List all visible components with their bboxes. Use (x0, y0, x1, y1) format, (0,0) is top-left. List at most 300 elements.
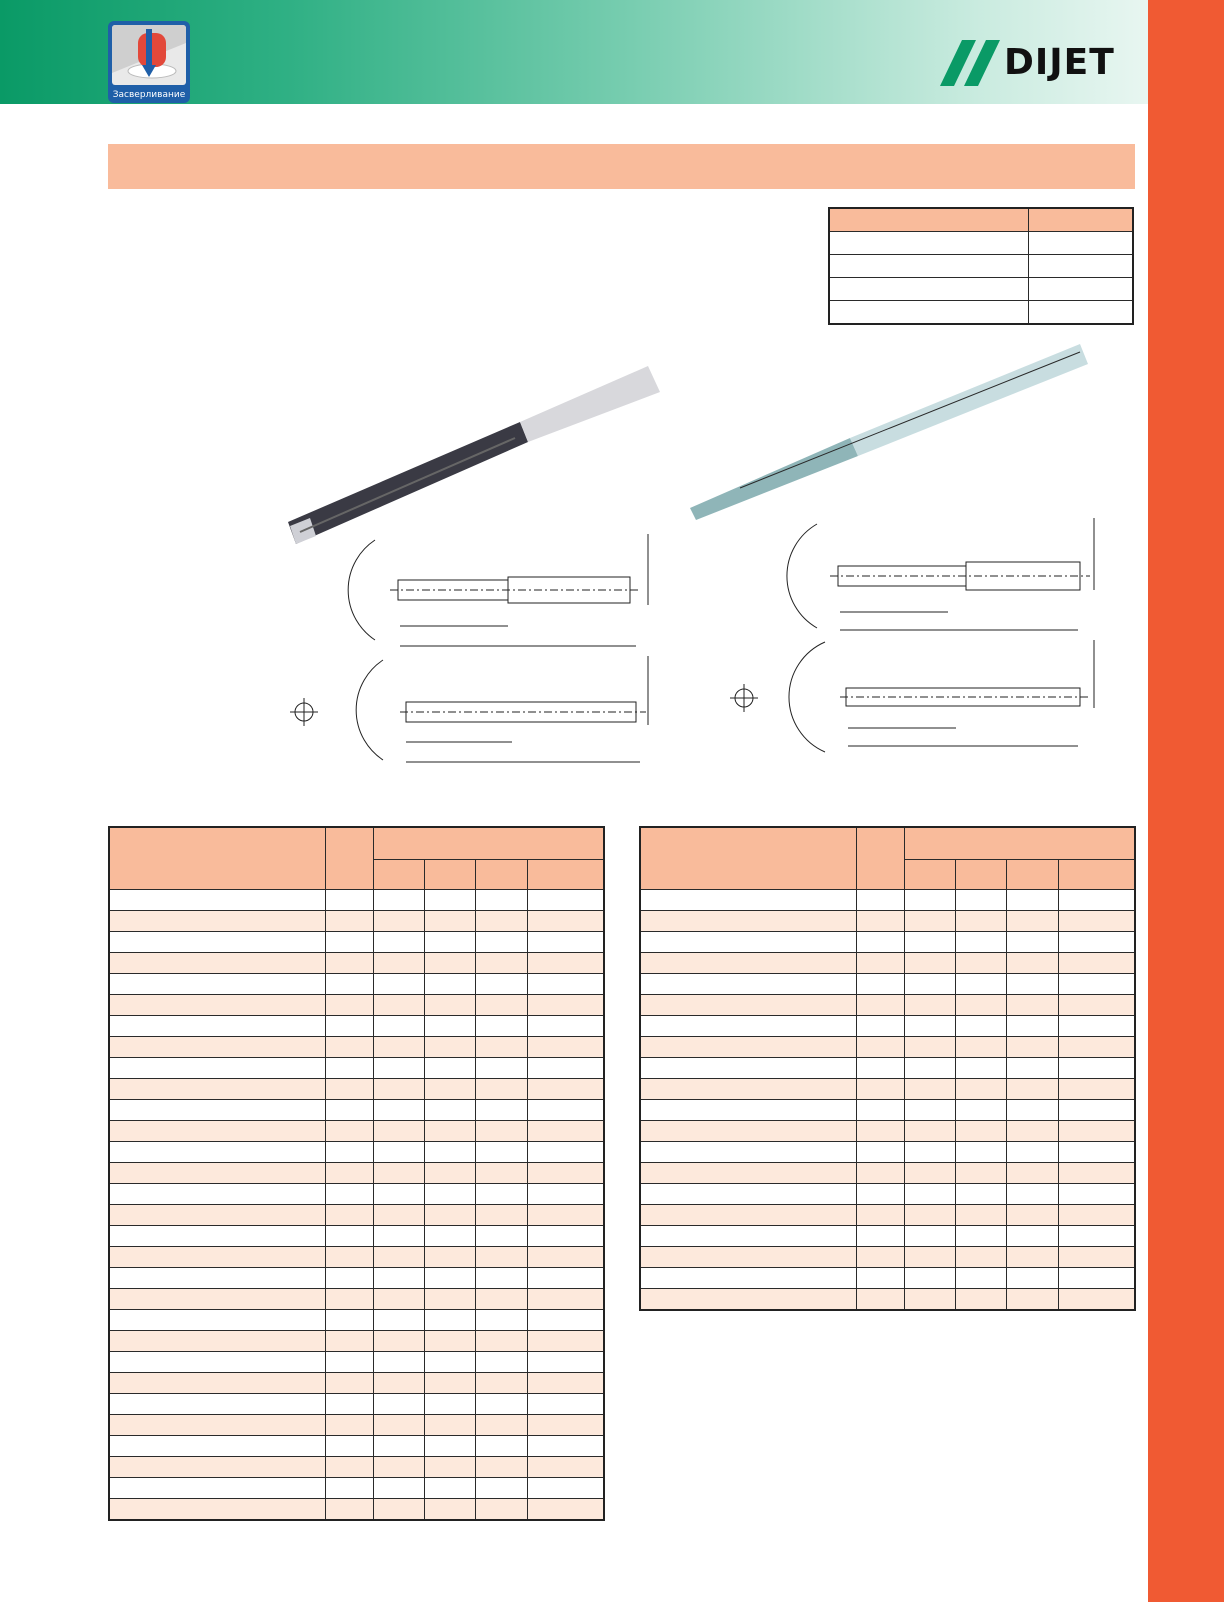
table-cell (109, 1394, 326, 1415)
table-cell (640, 995, 857, 1016)
table-cell (425, 1478, 476, 1499)
table-cell (374, 1289, 425, 1310)
table-cell (109, 1373, 326, 1394)
table-cell (527, 1058, 604, 1079)
table-cell (1058, 995, 1135, 1016)
table-row (109, 1352, 604, 1373)
table-cell (326, 1352, 374, 1373)
table-cell (527, 1100, 604, 1121)
table-cell (1058, 1058, 1135, 1079)
table-cell (326, 1163, 374, 1184)
table-cell (476, 1289, 527, 1310)
table-cell (905, 1247, 956, 1268)
table-cell (109, 1415, 326, 1436)
table-cell (476, 974, 527, 995)
table-cell (640, 1226, 857, 1247)
table-cell (326, 1184, 374, 1205)
table-cell (109, 974, 326, 995)
table-cell (109, 1058, 326, 1079)
table-cell (109, 1079, 326, 1100)
table-row (109, 1247, 604, 1268)
table-cell (109, 1457, 326, 1478)
table-cell (527, 1289, 604, 1310)
product-table-right (639, 826, 1136, 1311)
table-row (109, 1226, 604, 1247)
table-cell (1007, 1205, 1058, 1226)
table-header-cell (425, 859, 476, 890)
table-cell (956, 1016, 1007, 1037)
table-cell (956, 1226, 1007, 1247)
table-header-cell (857, 827, 905, 890)
dijet-logo-icon (940, 40, 1004, 88)
table-cell (527, 1394, 604, 1415)
table-cell (640, 1205, 857, 1226)
table-cell (425, 974, 476, 995)
table-cell (425, 1163, 476, 1184)
table-row (640, 1016, 1135, 1037)
table-cell (527, 1373, 604, 1394)
table-cell (476, 1478, 527, 1499)
table-cell (476, 911, 527, 932)
table-cell (527, 1415, 604, 1436)
table-cell (109, 890, 326, 911)
table-cell (476, 890, 527, 911)
table-cell (640, 1268, 857, 1289)
table-cell (956, 911, 1007, 932)
table-cell (374, 1352, 425, 1373)
table-cell (109, 953, 326, 974)
table-cell (109, 1100, 326, 1121)
table-cell (326, 932, 374, 953)
table-cell (527, 1226, 604, 1247)
table-cell (1058, 932, 1135, 953)
table-cell (374, 1016, 425, 1037)
table-cell (956, 1268, 1007, 1289)
drill-drawing-right-1 (787, 518, 1094, 630)
spec-cell (829, 232, 1029, 255)
table-cell (1058, 1142, 1135, 1163)
table-cell (640, 1247, 857, 1268)
table-cell (527, 1121, 604, 1142)
table-cell (425, 953, 476, 974)
table-row (109, 911, 604, 932)
table-cell (326, 1310, 374, 1331)
table-cell (527, 953, 604, 974)
table-cell (527, 1205, 604, 1226)
table-cell (374, 1373, 425, 1394)
table-cell (640, 890, 857, 911)
table-cell (326, 1226, 374, 1247)
table-cell (476, 1205, 527, 1226)
table-cell (326, 890, 374, 911)
table-cell (640, 1058, 857, 1079)
table-cell (476, 953, 527, 974)
table-cell (109, 1205, 326, 1226)
table-cell (425, 1457, 476, 1478)
table-cell (326, 1205, 374, 1226)
table-cell (956, 1142, 1007, 1163)
table-cell (1007, 1289, 1058, 1311)
table-row (109, 1121, 604, 1142)
table-cell (326, 1478, 374, 1499)
table-cell (425, 1184, 476, 1205)
table-cell (905, 1058, 956, 1079)
table-row (640, 1226, 1135, 1247)
table-cell (425, 1142, 476, 1163)
table-cell (374, 1163, 425, 1184)
table-cell (326, 1499, 374, 1521)
table-cell (1007, 890, 1058, 911)
table-row (109, 932, 604, 953)
table-cell (1007, 1037, 1058, 1058)
table-cell (476, 932, 527, 953)
drill-drawing-left-2 (356, 656, 648, 762)
table-cell (527, 1499, 604, 1521)
table-cell (374, 953, 425, 974)
table-cell (425, 1268, 476, 1289)
table-cell (956, 1037, 1007, 1058)
table-cell (476, 1457, 527, 1478)
table-cell (1007, 1100, 1058, 1121)
table-cell (640, 1100, 857, 1121)
table-row (109, 1478, 604, 1499)
table-cell (109, 1142, 326, 1163)
table-cell (857, 953, 905, 974)
cross-section-icon (730, 684, 758, 712)
table-cell (109, 1499, 326, 1521)
table-cell (326, 1247, 374, 1268)
category-label: Засверливание (112, 90, 186, 100)
table-cell (1058, 911, 1135, 932)
table-cell (905, 932, 956, 953)
table-row (640, 1268, 1135, 1289)
table-cell (1007, 974, 1058, 995)
table-cell (857, 1100, 905, 1121)
table-cell (1058, 1079, 1135, 1100)
table-cell (956, 1247, 1007, 1268)
table-cell (640, 1289, 857, 1311)
table-cell (326, 1331, 374, 1352)
table-cell (109, 1226, 326, 1247)
table-cell (374, 1142, 425, 1163)
table-cell (640, 1163, 857, 1184)
table-cell (857, 1226, 905, 1247)
table-cell (1058, 953, 1135, 974)
table-cell (640, 1079, 857, 1100)
spec-cell (1029, 301, 1134, 325)
table-cell (476, 1415, 527, 1436)
table-row (109, 1142, 604, 1163)
table-row (640, 995, 1135, 1016)
table-cell (1058, 974, 1135, 995)
table-row (640, 1184, 1135, 1205)
table-cell (476, 1184, 527, 1205)
table-cell (640, 932, 857, 953)
table-cell (374, 1457, 425, 1478)
table-cell (905, 1226, 956, 1247)
table-cell (374, 932, 425, 953)
table-cell (109, 1331, 326, 1352)
table-cell (956, 890, 1007, 911)
table-cell (374, 1121, 425, 1142)
table-cell (527, 1436, 604, 1457)
table-row (640, 1037, 1135, 1058)
table-cell (326, 974, 374, 995)
table-cell (425, 1058, 476, 1079)
table-row (109, 1499, 604, 1521)
table-cell (640, 1016, 857, 1037)
table-cell (425, 932, 476, 953)
table-header-cell (374, 859, 425, 890)
table-cell (857, 995, 905, 1016)
table-cell (857, 1184, 905, 1205)
table-cell (905, 1163, 956, 1184)
table-cell (326, 1415, 374, 1436)
spec-cell (1029, 255, 1134, 278)
table-cell (857, 1205, 905, 1226)
table-cell (905, 1205, 956, 1226)
table-cell (857, 1163, 905, 1184)
table-cell (905, 890, 956, 911)
table-header-cell (109, 827, 326, 890)
table-cell (476, 1268, 527, 1289)
table-row (640, 1100, 1135, 1121)
table-cell (956, 1163, 1007, 1184)
table-cell (476, 1310, 527, 1331)
table-row (109, 953, 604, 974)
table-header-cell (476, 859, 527, 890)
table-cell (476, 1436, 527, 1457)
table-cell (1007, 932, 1058, 953)
table-row (640, 1121, 1135, 1142)
table-cell (1007, 1268, 1058, 1289)
spec-cell (829, 278, 1029, 301)
table-cell (1007, 995, 1058, 1016)
table-cell (374, 1079, 425, 1100)
table-cell (527, 974, 604, 995)
table-cell (905, 1100, 956, 1121)
table-cell (476, 1247, 527, 1268)
table-cell (425, 1499, 476, 1521)
table-cell (425, 1415, 476, 1436)
table-cell (1058, 1268, 1135, 1289)
table-cell (1058, 1163, 1135, 1184)
table-cell (109, 932, 326, 953)
table-cell (425, 1121, 476, 1142)
table-cell (476, 1373, 527, 1394)
table-cell (857, 1268, 905, 1289)
table-cell (905, 1289, 956, 1311)
table-header-cell (374, 827, 605, 859)
table-cell (476, 1100, 527, 1121)
table-cell (326, 1016, 374, 1037)
table-row (109, 1394, 604, 1415)
spec-cell (1029, 232, 1134, 255)
table-body (109, 890, 604, 1521)
table-cell (527, 1268, 604, 1289)
table-row (109, 995, 604, 1016)
spec-cell (1029, 278, 1134, 301)
table-cell (109, 1436, 326, 1457)
table-cell (905, 1016, 956, 1037)
table-cell (326, 1142, 374, 1163)
table-cell (1058, 1289, 1135, 1311)
table-cell (425, 1016, 476, 1037)
table-cell (374, 1247, 425, 1268)
table-cell (527, 1331, 604, 1352)
table-cell (857, 890, 905, 911)
table-row (640, 953, 1135, 974)
table-cell (425, 1394, 476, 1415)
table-row (109, 1184, 604, 1205)
spec-table (828, 207, 1134, 325)
spec-cell (829, 301, 1029, 325)
table-cell (326, 1058, 374, 1079)
table-cell (640, 974, 857, 995)
table-row (640, 1205, 1135, 1226)
table-cell (109, 995, 326, 1016)
spec-header-cell (829, 208, 1029, 232)
table-cell (109, 1478, 326, 1499)
table-cell (527, 1016, 604, 1037)
table-cell (857, 932, 905, 953)
table-row (109, 1457, 604, 1478)
table-cell (956, 1289, 1007, 1311)
table-cell (857, 1037, 905, 1058)
table-cell (527, 1247, 604, 1268)
table-cell (374, 1499, 425, 1521)
table-cell (326, 1436, 374, 1457)
table-row (640, 1142, 1135, 1163)
table-row (109, 1016, 604, 1037)
table-cell (905, 911, 956, 932)
table-header-cell (1007, 859, 1058, 890)
table-cell (374, 1310, 425, 1331)
table-cell (425, 890, 476, 911)
table-cell (425, 1331, 476, 1352)
table-cell (1007, 1163, 1058, 1184)
table-cell (109, 1310, 326, 1331)
table-cell (476, 1016, 527, 1037)
table-cell (527, 911, 604, 932)
table-row (109, 1037, 604, 1058)
table-header-cell (527, 859, 604, 890)
table-row (640, 1247, 1135, 1268)
table-cell (109, 1163, 326, 1184)
table-row (109, 1331, 604, 1352)
table-cell (425, 1352, 476, 1373)
table-cell (374, 1226, 425, 1247)
table-cell (374, 1205, 425, 1226)
table-cell (374, 1394, 425, 1415)
table-cell (640, 1142, 857, 1163)
table-cell (326, 1268, 374, 1289)
table-header-cell (905, 859, 956, 890)
table-cell (374, 974, 425, 995)
table-cell (476, 1394, 527, 1415)
table-cell (857, 1247, 905, 1268)
table-cell (640, 953, 857, 974)
brand-wordmark: DIJET (1004, 42, 1115, 83)
table-cell (109, 1247, 326, 1268)
table-cell (527, 932, 604, 953)
table-cell (326, 1457, 374, 1478)
table-cell (374, 890, 425, 911)
table-cell (476, 1142, 527, 1163)
table-cell (425, 1205, 476, 1226)
table-cell (527, 995, 604, 1016)
table-cell (857, 1289, 905, 1311)
table-cell (476, 1331, 527, 1352)
table-header-cell (1058, 859, 1135, 890)
table-cell (956, 974, 1007, 995)
table-cell (905, 974, 956, 995)
table-row (109, 1373, 604, 1394)
table-cell (1058, 1205, 1135, 1226)
table-cell (1007, 1247, 1058, 1268)
table-cell (527, 1184, 604, 1205)
table-cell (956, 1121, 1007, 1142)
table-cell (326, 1037, 374, 1058)
table-row (640, 974, 1135, 995)
table-cell (1058, 1100, 1135, 1121)
section-title-bar (108, 144, 1135, 189)
table-row (640, 890, 1135, 911)
table-cell (956, 1058, 1007, 1079)
table-row (109, 1079, 604, 1100)
table-cell (476, 1226, 527, 1247)
table-cell (640, 1184, 857, 1205)
table-cell (425, 911, 476, 932)
table-cell (326, 911, 374, 932)
table-cell (527, 1142, 604, 1163)
table-cell (476, 1163, 527, 1184)
table-cell (905, 995, 956, 1016)
table-cell (109, 1016, 326, 1037)
table-cell (1058, 1016, 1135, 1037)
table-row (109, 1268, 604, 1289)
table-cell (905, 953, 956, 974)
table-cell (1058, 1184, 1135, 1205)
table-row (109, 890, 604, 911)
table-row (640, 1163, 1135, 1184)
table-cell (374, 1058, 425, 1079)
table-cell (425, 1079, 476, 1100)
table-row (109, 1163, 604, 1184)
side-tab-strip (1148, 0, 1224, 1602)
table-cell (905, 1142, 956, 1163)
table-cell (326, 1289, 374, 1310)
table-cell (425, 1226, 476, 1247)
spec-cell (829, 255, 1029, 278)
table-cell (1007, 1079, 1058, 1100)
table-cell (1007, 1121, 1058, 1142)
table-row (109, 1205, 604, 1226)
table-cell (1058, 1121, 1135, 1142)
table-cell (1058, 1037, 1135, 1058)
table-cell (1007, 1184, 1058, 1205)
drill-category-icon (108, 21, 190, 103)
table-cell (956, 1184, 1007, 1205)
drill-photo-left (288, 366, 660, 544)
table-cell (425, 1373, 476, 1394)
table-cell (905, 1037, 956, 1058)
table-header-cell (640, 827, 857, 890)
table-row (109, 1436, 604, 1457)
table-cell (109, 1121, 326, 1142)
table-cell (374, 1100, 425, 1121)
table-row (109, 1100, 604, 1121)
